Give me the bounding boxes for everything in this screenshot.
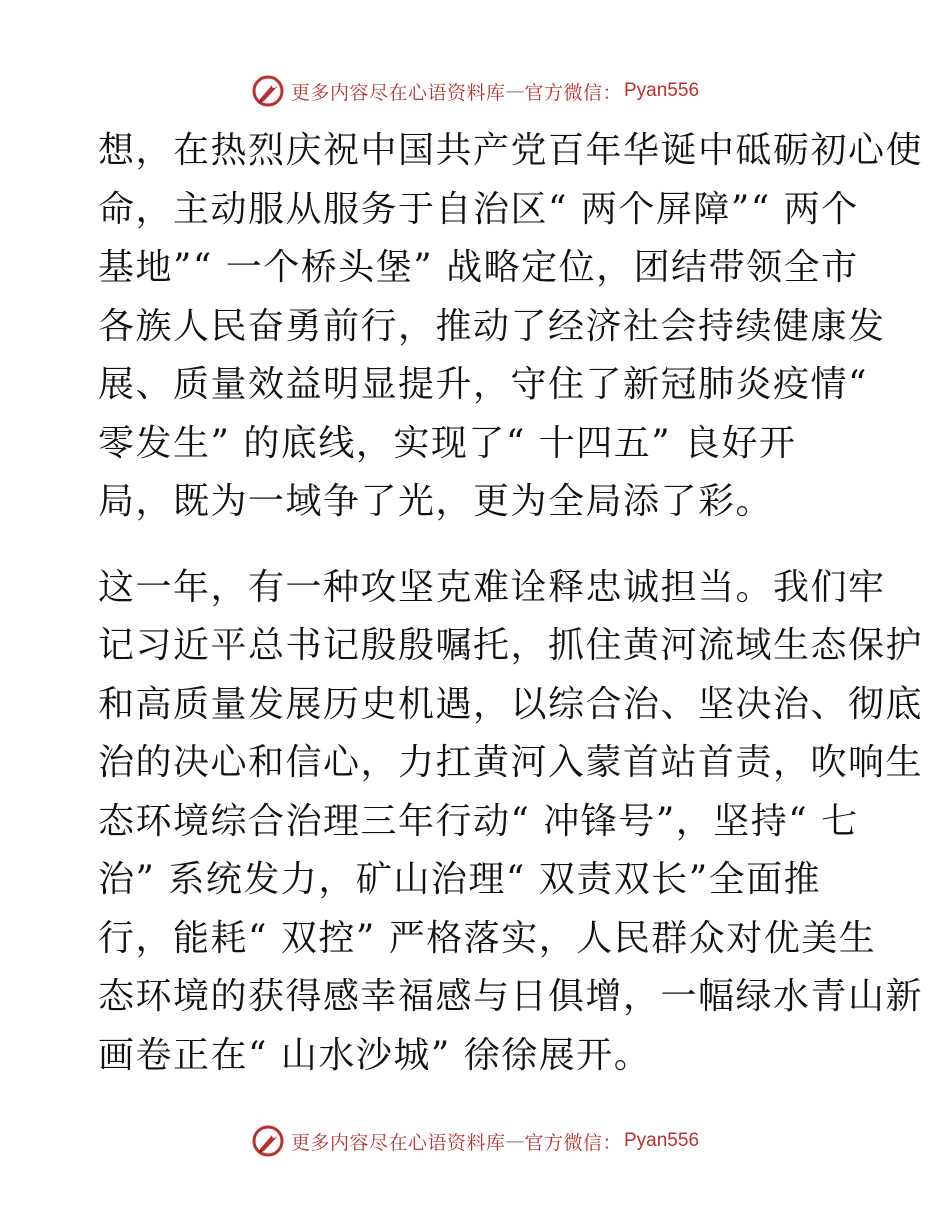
paragraph-1 xyxy=(98,122,924,532)
watermark-separator: — xyxy=(505,1130,525,1152)
text-line: 和高质量发展历史机遇，以综合治、坚决治、彻底 xyxy=(98,683,924,725)
body-text xyxy=(98,122,924,1085)
pen-logo-icon xyxy=(251,74,285,108)
text-line: 治的决心和信心，力扛黄河入蒙首站首责，吹响生 xyxy=(98,742,924,783)
watermark-wechat-id: Pyan556 xyxy=(624,80,700,101)
text-line: 命，主动服从服务于自治区“ 两个屏障”“ 两个 xyxy=(98,188,859,230)
text-line: 局，既为一域争了光，更为全局添了彩。 xyxy=(98,481,774,522)
text-line: 记习近平总书记殷殷嘱托，抓住黄河流域生态保护 xyxy=(98,625,924,666)
text-line: 态环境综合治理三年行动“ 冲锋号”，坚持“ 七 xyxy=(98,800,859,842)
watermark-wechat-label: 官方微信： xyxy=(524,81,622,104)
paragraph-2 xyxy=(98,559,924,1086)
watermark-text: 更多内容尽在心语资料库 xyxy=(290,81,506,104)
pen-logo-icon xyxy=(251,1124,285,1158)
footer-watermark xyxy=(0,1124,950,1158)
text-line: 各族人民奋勇前行，推动了经济社会持续健康发 xyxy=(98,305,886,347)
text-line: 态环境的获得感幸福感与日俱增，一幅绿水青山新 xyxy=(98,976,924,1017)
text-line: 治” 系统发力，矿山治理“ 双责双长”全面推 xyxy=(98,859,822,900)
header-watermark xyxy=(0,74,950,108)
text-line: 零发生” 的底线，实现了“ 十四五” 良好开 xyxy=(98,422,797,464)
text-line: 展、质量效益明显提升，守住了新冠肺炎疫情“ xyxy=(98,364,868,405)
text-line: 这一年，有一种攻坚克难诠释忠诚担当。我们牢 xyxy=(98,566,886,608)
text-line: 行，能耗“ 双控” 严格落实，人民群众对优美生 xyxy=(98,917,877,959)
watermark-wechat-label: 官方微信： xyxy=(524,1131,622,1154)
text-line: 画卷正在“ 山水沙城” 徐徐展开。 xyxy=(98,1034,652,1076)
watermark-wechat-id: Pyan556 xyxy=(624,1130,700,1151)
text-line: 基地”“ 一个桥头堡” 战略定位，团结带领全市 xyxy=(98,247,859,288)
watermark-text: 更多内容尽在心语资料库 xyxy=(290,1131,506,1154)
watermark-separator: — xyxy=(505,80,525,102)
text-line: 想，在热烈庆祝中国共产党百年华诞中砥砺初心使 xyxy=(98,130,924,171)
